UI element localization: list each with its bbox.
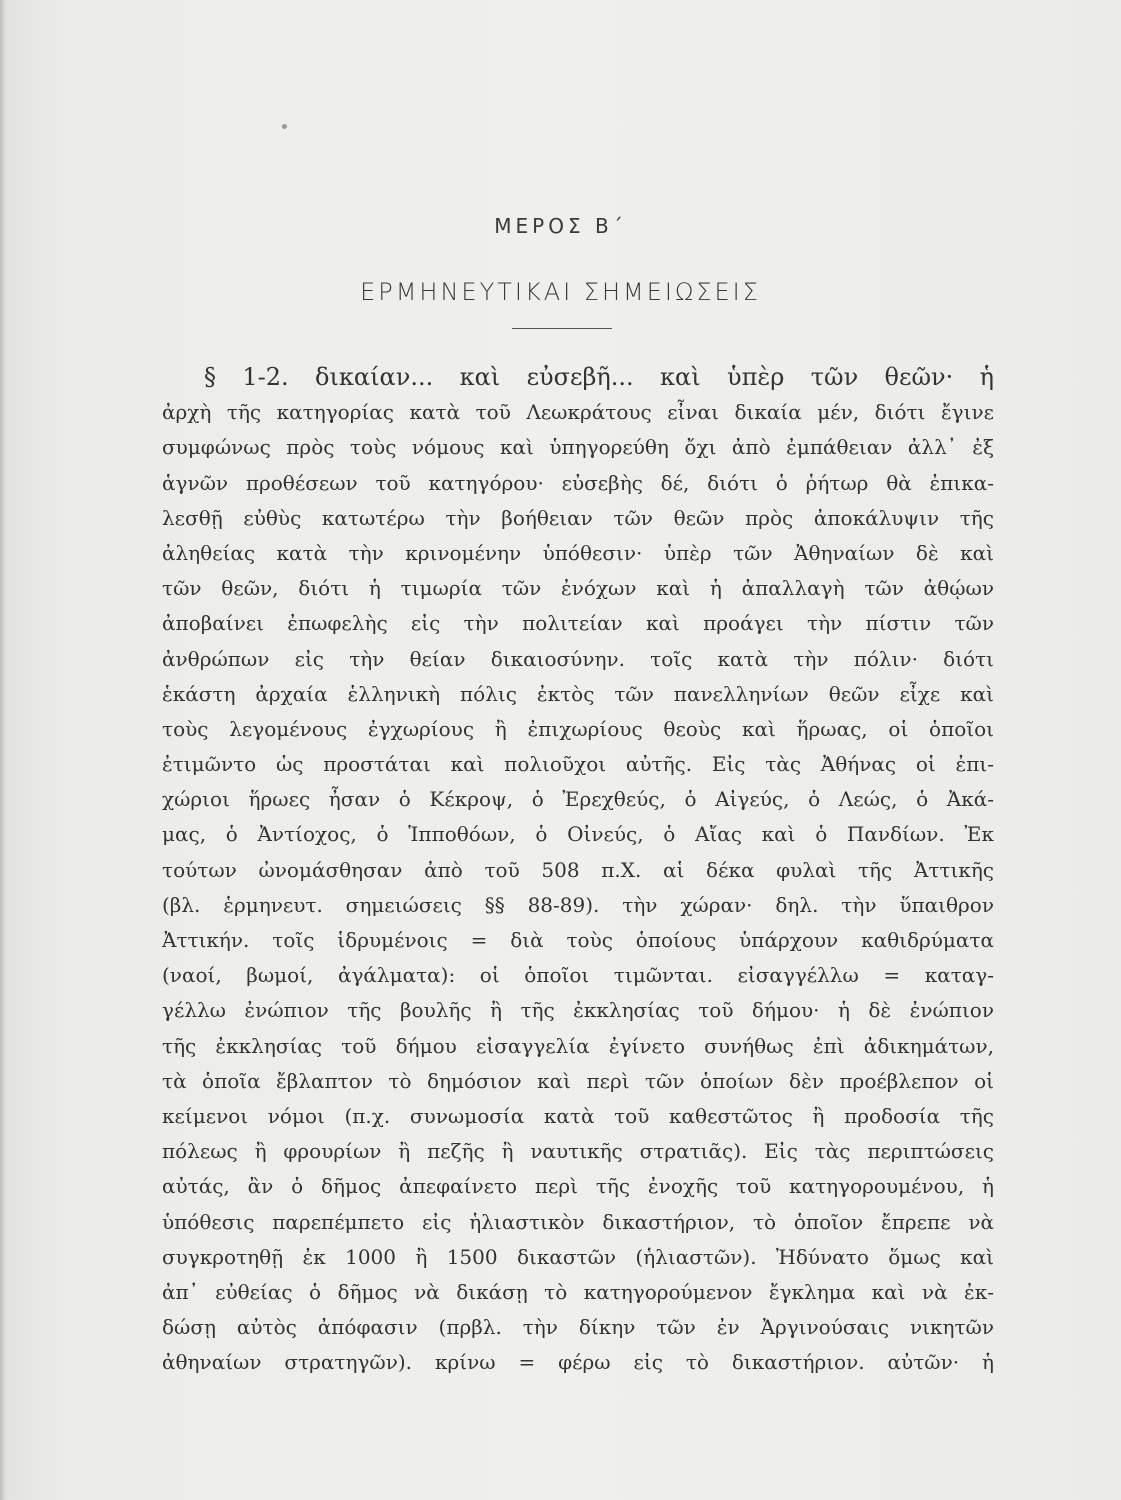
text-line: ἁγνῶν προθέσεων τοῦ κατηγόρου· εὐσεβὴς δέ, διότι ὁ ῥήτωρ θὰ ἐπικα-	[162, 470, 994, 495]
text-line: τὰ ὁποῖα ἔβλαπτον τὸ δημόσιον καὶ περὶ τῶν ὁποίων δὲν προέβλεπον οἱ	[162, 1068, 994, 1093]
text-line: ἀθηναίων στρατηγῶν). κρίνω = φέρω εἰς τὸ δικαστήριον. αὐτῶν· ἡ	[162, 1350, 994, 1375]
text-line: ἀνθρώπων εἰς τὴν θείαν δικαιοσύνην. τοῖς κατὰ τὴν πόλιν· διότι	[162, 646, 994, 671]
part-heading: ΜΕΡΟΣ Β΄	[494, 214, 627, 238]
text-line: ὑπόθεσις παρεπέμπετο εἰς ἡλιαστικὸν δικαστήριον, τὸ ὁποῖον ἔπρεπε νὰ	[162, 1209, 994, 1234]
text-line: τῶν θεῶν, διότι ἡ τιμωρία τῶν ἐνόχων καὶ ἡ ἀπαλλαγὴ τῶν ἀθῴων	[162, 576, 994, 601]
text-line: τοὺς λεγομένους ἐγχωρίους ἢ ἐπιχωρίους θεοὺς καὶ ἥρωας, οἱ ὁποῖοι	[162, 716, 994, 741]
text-line: αὐτάς, ἂν ὁ δῆμος ἀπεφαίνετο περὶ τῆς ἐνοχῆς τοῦ κατηγορουμένου, ἡ	[162, 1174, 994, 1199]
text-line: § 1-2. δικαίαν... καὶ εὐσεβῆ... καὶ ὑπὲρ τῶν θεῶν· ἡ	[204, 363, 994, 391]
text-line: συγκροτηθῇ ἐκ 1000 ἢ 1500 δικαστῶν (ἡλιαστῶν). Ἠδύνατο ὅμως καὶ	[162, 1244, 994, 1269]
text-line: ἀποβαίνει ἐπωφελὴς εἰς τὴν πολιτείαν καὶ προάγει τὴν πίστιν τῶν	[162, 611, 994, 636]
text-line: (ναοί, βωμοί, ἀγάλματα): οἱ ὁποῖοι τιμῶνται. εἰσαγγέλλω = καταγ-	[162, 963, 994, 988]
text-line: ἑκάστη ἀρχαία ἑλληνικὴ πόλις ἐκτὸς τῶν πανελληνίων θεῶν εἶχε καὶ	[162, 681, 994, 706]
text-line: ἀληθείας κατὰ τὴν κρινομένην ὑπόθεσιν· ὑπὲρ τῶν Ἀθηναίων δὲ καὶ	[162, 540, 994, 565]
title-divider	[512, 328, 612, 329]
text-line: πόλεως ἢ φρουρίων ἢ πεζῆς ἢ ναυτικῆς στρατιᾶς). Εἰς τὰς περιπτώσεις	[162, 1139, 994, 1164]
section-title: ΕΡΜΗΝΕΥΤΙΚΑΙ ΣΗΜΕΙΩΣΕΙΣ	[360, 278, 761, 306]
text-line: χώριοι ἥρωες ἦσαν ὁ Κέκροψ, ὁ Ἐρεχθεύς, ὁ Αἰγεύς, ὁ Λεώς, ὁ Ἀκά-	[162, 787, 994, 812]
text-line: κείμενοι νόμοι (π.χ. συνωμοσία κατὰ τοῦ καθεστῶτος ἢ προδοσία τῆς	[162, 1103, 994, 1128]
text-line: μας, ὁ Ἀντίοχος, ὁ Ἱπποθόων, ὁ Οἰνεύς, ὁ Αἴας καὶ ὁ Πανδίων. Ἐκ	[162, 822, 994, 847]
text-line: Ἀττικήν. τοῖς ἱδρυμένοις = διὰ τοὺς ὁποίους ὑπάρχουν καθιδρύματα	[162, 928, 994, 952]
text-line: γέλλω ἐνώπιον τῆς βουλῆς ἢ τῆς ἐκκλησίας τοῦ δήμου· ἡ δὲ ἐνώπιον	[162, 998, 994, 1023]
text-line: (βλ. ἑρμηνευτ. σημειώσεις §§ 88-89). τὴν χώραν· δηλ. τὴν ὕπαιθρον	[162, 892, 994, 917]
text-line: δώσῃ αὐτὸς ἀπόφασιν (πρβλ. τὴν δίκην τῶν ἐν Ἀργινούσαις νικητῶν	[162, 1315, 994, 1340]
text-line: συμφώνως πρὸς τοὺς νόμους καὶ ὑπηγορεύθη ὄχι ἀπὸ ἐμπάθειαν ἀλλ᾽ ἐξ	[162, 435, 994, 460]
commentary-body	[162, 360, 994, 1380]
text-line: τῆς ἐκκλησίας τοῦ δήμου εἰσαγγελία ἐγίνετο συνήθως ἐπὶ ἀδικημάτων,	[162, 1033, 994, 1058]
text-line: ἐτιμῶντο ὡς προστάται καὶ πολιοῦχοι αὐτῆς. Εἰς τὰς Ἀθήνας οἱ ἐπι-	[162, 752, 994, 777]
text-line: ἀπ᾽ εὐθείας ὁ δῆμος νὰ δικάσῃ τὸ κατηγορούμενον ἔγκλημα καὶ νὰ ἐκ-	[162, 1279, 994, 1304]
scan-speck	[282, 124, 287, 129]
text-line: λεσθῇ εὐθὺς κατωτέρω τὴν βοήθειαν τῶν θεῶν πρὸς ἀποκάλυψιν τῆς	[162, 505, 994, 530]
text-line: ἀρχὴ τῆς κατηγορίας κατὰ τοῦ Λεωκράτους εἶναι δικαία μέν, διότι ἔγινε	[162, 400, 994, 425]
text-line: τούτων ὠνομάσθησαν ἀπὸ τοῦ 508 π.Χ. αἱ δέκα φυλαὶ τῆς Ἀττικῆς	[162, 857, 994, 882]
